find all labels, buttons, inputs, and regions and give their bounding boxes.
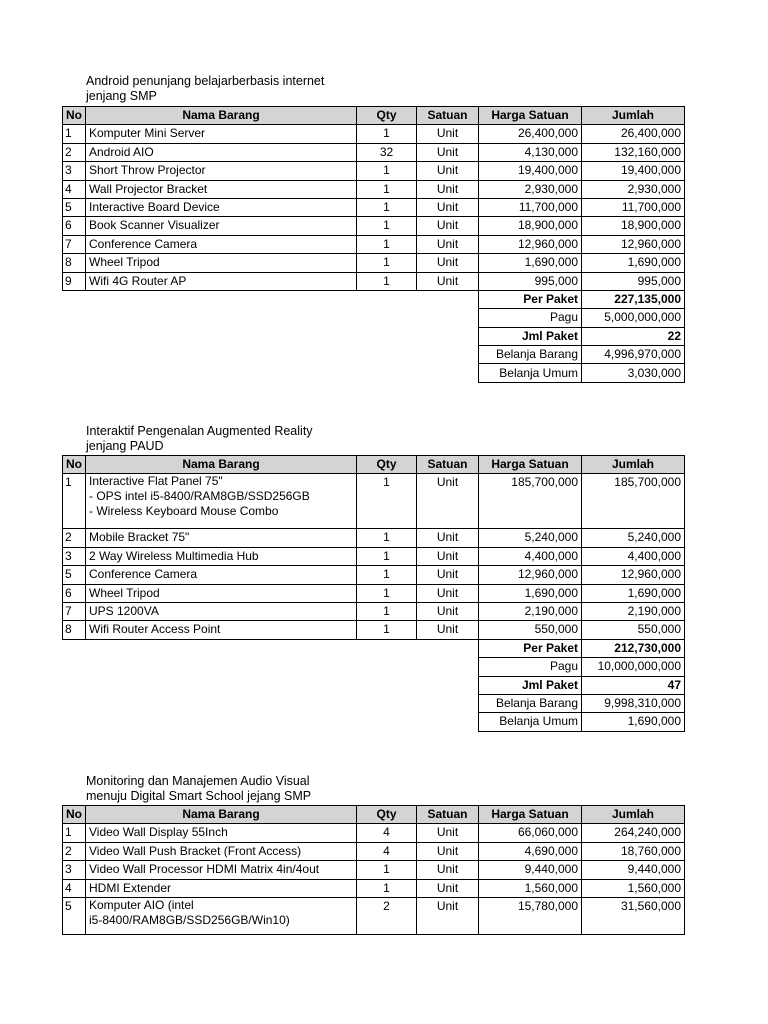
cell-no: 1 — [63, 474, 86, 529]
summary-label: Jml Paket — [479, 676, 582, 694]
cell-total: 264,240,000 — [582, 824, 685, 842]
cell-qty: 1 — [357, 217, 417, 235]
cell-name: Komputer Mini Server — [86, 125, 357, 143]
cell-total: 185,700,000 — [582, 474, 685, 529]
cell-name: 2 Way Wireless Multimedia Hub — [86, 547, 357, 565]
table-row — [63, 529, 685, 547]
cell-qty: 1 — [357, 529, 417, 547]
cell-total: 12,960,000 — [582, 566, 685, 584]
column-header-name: Nama Barang — [86, 456, 357, 474]
cell-no: 7 — [63, 235, 86, 253]
cell-name: Android AIO — [86, 143, 357, 161]
column-header-price: Harga Satuan — [479, 107, 582, 125]
items-table — [62, 805, 685, 935]
column-header-total: Jumlah — [582, 107, 685, 125]
cell-unit: Unit — [417, 584, 479, 602]
column-header-name: Nama Barang — [86, 107, 357, 125]
cell-price: 11,700,000 — [479, 198, 582, 216]
summary-label: Per Paket — [479, 290, 582, 308]
summary-table — [478, 290, 685, 383]
cell-total: 4,400,000 — [582, 547, 685, 565]
summary-value: 9,998,310,000 — [582, 694, 685, 712]
table-row — [63, 547, 685, 565]
cell-name: Wall Projector Bracket — [86, 180, 357, 198]
table-row — [63, 235, 685, 253]
cell-name: Conference Camera — [86, 235, 357, 253]
cell-unit: Unit — [417, 602, 479, 620]
summary-row — [479, 676, 685, 694]
summary-row — [479, 713, 685, 731]
cell-price: 26,400,000 — [479, 125, 582, 143]
column-header-no: No — [63, 456, 86, 474]
section-title-line-1: Interaktif Pengenalan Augmented Reality — [86, 424, 313, 438]
cell-name: Wheel Tripod — [86, 584, 357, 602]
cell-unit: Unit — [417, 566, 479, 584]
cell-no: 5 — [63, 897, 86, 934]
cell-qty: 4 — [357, 842, 417, 860]
header-row — [63, 107, 685, 125]
summary-value: 227,135,000 — [582, 290, 685, 308]
cell-total: 11,700,000 — [582, 198, 685, 216]
cell-price: 4,400,000 — [479, 547, 582, 565]
cell-qty: 1 — [357, 180, 417, 198]
table-row — [63, 897, 685, 934]
summary-value: 3,030,000 — [582, 364, 685, 382]
cell-name: Wifi 4G Router AP — [86, 272, 357, 290]
cell-price: 2,930,000 — [479, 180, 582, 198]
summary-row — [479, 290, 685, 308]
column-header-qty: Qty — [357, 107, 417, 125]
cell-price: 9,440,000 — [479, 861, 582, 879]
cell-qty: 1 — [357, 272, 417, 290]
section-title — [86, 774, 311, 804]
cell-qty: 1 — [357, 621, 417, 639]
cell-unit: Unit — [417, 198, 479, 216]
section-title-line-2: menuju Digital Smart School jejang SMP — [86, 789, 312, 803]
table-row — [63, 272, 685, 290]
summary-value: 4,996,970,000 — [582, 346, 685, 364]
summary-label: Pagu — [479, 658, 582, 676]
cell-price: 19,400,000 — [479, 162, 582, 180]
cell-total: 550,000 — [582, 621, 685, 639]
summary-value: 5,000,000,000 — [582, 309, 685, 327]
section-title — [86, 424, 313, 454]
cell-price: 1,560,000 — [479, 879, 582, 897]
cell-unit: Unit — [417, 824, 479, 842]
table-row — [63, 842, 685, 860]
summary-label: Per Paket — [479, 639, 582, 657]
cell-price: 1,690,000 — [479, 584, 582, 602]
cell-total: 1,690,000 — [582, 584, 685, 602]
cell-price: 995,000 — [479, 272, 582, 290]
cell-qty: 1 — [357, 254, 417, 272]
section-title — [86, 74, 324, 104]
cell-unit: Unit — [417, 125, 479, 143]
cell-total: 18,900,000 — [582, 217, 685, 235]
cell-total: 5,240,000 — [582, 529, 685, 547]
items-table — [62, 455, 685, 640]
table-row — [63, 566, 685, 584]
summary-row — [479, 658, 685, 676]
cell-no: 6 — [63, 217, 86, 235]
table-row — [63, 861, 685, 879]
cell-name: HDMI Extender — [86, 879, 357, 897]
column-header-price: Harga Satuan — [479, 806, 582, 824]
cell-qty: 1 — [357, 162, 417, 180]
cell-total: 132,160,000 — [582, 143, 685, 161]
table-row — [63, 602, 685, 620]
cell-no: 9 — [63, 272, 86, 290]
summary-row — [479, 694, 685, 712]
cell-total: 26,400,000 — [582, 125, 685, 143]
cell-no: 8 — [63, 254, 86, 272]
section-title-line-1: Monitoring dan Manajemen Audio Visual — [86, 774, 310, 788]
cell-unit: Unit — [417, 879, 479, 897]
cell-unit: Unit — [417, 547, 479, 565]
cell-price: 12,960,000 — [479, 566, 582, 584]
cell-unit: Unit — [417, 272, 479, 290]
cell-qty: 1 — [357, 861, 417, 879]
section-title-line-2: jenjang SMP — [86, 89, 157, 103]
cell-qty: 2 — [357, 897, 417, 934]
cell-name: Video Wall Processor HDMI Matrix 4in/4out — [86, 861, 357, 879]
cell-no: 2 — [63, 842, 86, 860]
cell-unit: Unit — [417, 143, 479, 161]
cell-no: 2 — [63, 143, 86, 161]
cell-no: 8 — [63, 621, 86, 639]
summary-value: 212,730,000 — [582, 639, 685, 657]
cell-unit: Unit — [417, 897, 479, 934]
cell-no: 3 — [63, 861, 86, 879]
cell-no: 4 — [63, 879, 86, 897]
cell-name: Wifi Router Access Point — [86, 621, 357, 639]
cell-unit: Unit — [417, 162, 479, 180]
cell-no: 5 — [63, 198, 86, 216]
cell-unit: Unit — [417, 474, 479, 529]
summary-row — [479, 327, 685, 345]
cell-unit: Unit — [417, 235, 479, 253]
summary-table — [478, 639, 685, 732]
cell-no: 4 — [63, 180, 86, 198]
cell-name: Mobile Bracket 75" — [86, 529, 357, 547]
section-title-line-2: jenjang PAUD — [86, 439, 164, 453]
summary-value: 22 — [582, 327, 685, 345]
cell-name: Video Wall Push Bracket (Front Access) — [86, 842, 357, 860]
cell-qty: 1 — [357, 198, 417, 216]
cell-qty: 4 — [357, 824, 417, 842]
header-row — [63, 456, 685, 474]
cell-qty: 1 — [357, 235, 417, 253]
summary-label: Belanja Umum — [479, 713, 582, 731]
column-header-no: No — [63, 806, 86, 824]
cell-unit: Unit — [417, 254, 479, 272]
column-header-name: Nama Barang — [86, 806, 357, 824]
column-header-unit: Satuan — [417, 806, 479, 824]
column-header-total: Jumlah — [582, 806, 685, 824]
cell-no: 3 — [63, 547, 86, 565]
cell-total: 1,690,000 — [582, 254, 685, 272]
section-title-line-1: Android penunjang belajarberbasis internet — [86, 74, 325, 88]
cell-qty: 1 — [357, 474, 417, 529]
cell-unit: Unit — [417, 217, 479, 235]
items-table — [62, 106, 685, 291]
column-header-qty: Qty — [357, 806, 417, 824]
summary-label: Belanja Umum — [479, 364, 582, 382]
summary-row — [479, 639, 685, 657]
table-row — [63, 162, 685, 180]
cell-total: 2,190,000 — [582, 602, 685, 620]
cell-qty: 32 — [357, 143, 417, 161]
cell-unit: Unit — [417, 180, 479, 198]
column-header-unit: Satuan — [417, 456, 479, 474]
table-row — [63, 474, 685, 529]
cell-qty: 1 — [357, 125, 417, 143]
cell-total: 18,760,000 — [582, 842, 685, 860]
cell-name: Short Throw Projector — [86, 162, 357, 180]
cell-total: 19,400,000 — [582, 162, 685, 180]
cell-unit: Unit — [417, 621, 479, 639]
cell-price: 4,130,000 — [479, 143, 582, 161]
table-row — [63, 254, 685, 272]
column-header-unit: Satuan — [417, 107, 479, 125]
cell-total: 995,000 — [582, 272, 685, 290]
column-header-price: Harga Satuan — [479, 456, 582, 474]
table-row — [63, 143, 685, 161]
cell-price: 12,960,000 — [479, 235, 582, 253]
cell-name: Video Wall Display 55Inch — [86, 824, 357, 842]
cell-price: 15,780,000 — [479, 897, 582, 934]
cell-qty: 1 — [357, 547, 417, 565]
cell-total: 12,960,000 — [582, 235, 685, 253]
table-row — [63, 198, 685, 216]
summary-value: 47 — [582, 676, 685, 694]
cell-no: 5 — [63, 566, 86, 584]
cell-name: Komputer AIO (intel i5-8400/RAM8GB/SSD256GB/Win10) — [86, 897, 357, 934]
table-row — [63, 217, 685, 235]
cell-unit: Unit — [417, 529, 479, 547]
cell-name: UPS 1200VA — [86, 602, 357, 620]
cell-price: 66,060,000 — [479, 824, 582, 842]
cell-no: 6 — [63, 584, 86, 602]
table-row — [63, 584, 685, 602]
cell-name: Book Scanner Visualizer — [86, 217, 357, 235]
column-header-no: No — [63, 107, 86, 125]
column-header-total: Jumlah — [582, 456, 685, 474]
cell-price: 2,190,000 — [479, 602, 582, 620]
summary-value: 1,690,000 — [582, 713, 685, 731]
table-row — [63, 125, 685, 143]
summary-label: Pagu — [479, 309, 582, 327]
cell-price: 550,000 — [479, 621, 582, 639]
cell-name: Conference Camera — [86, 566, 357, 584]
summary-value: 10,000,000,000 — [582, 658, 685, 676]
summary-label: Belanja Barang — [479, 346, 582, 364]
cell-qty: 1 — [357, 602, 417, 620]
table-row — [63, 879, 685, 897]
cell-total: 9,440,000 — [582, 861, 685, 879]
cell-total: 2,930,000 — [582, 180, 685, 198]
cell-no: 7 — [63, 602, 86, 620]
summary-label: Belanja Barang — [479, 694, 582, 712]
cell-price: 4,690,000 — [479, 842, 582, 860]
cell-total: 1,560,000 — [582, 879, 685, 897]
cell-price: 1,690,000 — [479, 254, 582, 272]
summary-row — [479, 309, 685, 327]
cell-price: 185,700,000 — [479, 474, 582, 529]
cell-price: 5,240,000 — [479, 529, 582, 547]
cell-no: 3 — [63, 162, 86, 180]
cell-name: Wheel Tripod — [86, 254, 357, 272]
table-row — [63, 824, 685, 842]
header-row — [63, 806, 685, 824]
cell-unit: Unit — [417, 861, 479, 879]
summary-row — [479, 364, 685, 382]
summary-row — [479, 346, 685, 364]
cell-qty: 1 — [357, 584, 417, 602]
cell-unit: Unit — [417, 842, 479, 860]
table-row — [63, 621, 685, 639]
table-row — [63, 180, 685, 198]
cell-qty: 1 — [357, 879, 417, 897]
cell-total: 31,560,000 — [582, 897, 685, 934]
cell-price: 18,900,000 — [479, 217, 582, 235]
summary-label: Jml Paket — [479, 327, 582, 345]
cell-qty: 1 — [357, 566, 417, 584]
cell-name: Interactive Flat Panel 75" - OPS intel i5-8400/RAM8GB/SSD256GB - Wireless Keyboard Mouse Combo — [86, 474, 357, 529]
cell-no: 1 — [63, 824, 86, 842]
cell-no: 1 — [63, 125, 86, 143]
column-header-qty: Qty — [357, 456, 417, 474]
cell-name: Interactive Board Device — [86, 198, 357, 216]
cell-no: 2 — [63, 529, 86, 547]
